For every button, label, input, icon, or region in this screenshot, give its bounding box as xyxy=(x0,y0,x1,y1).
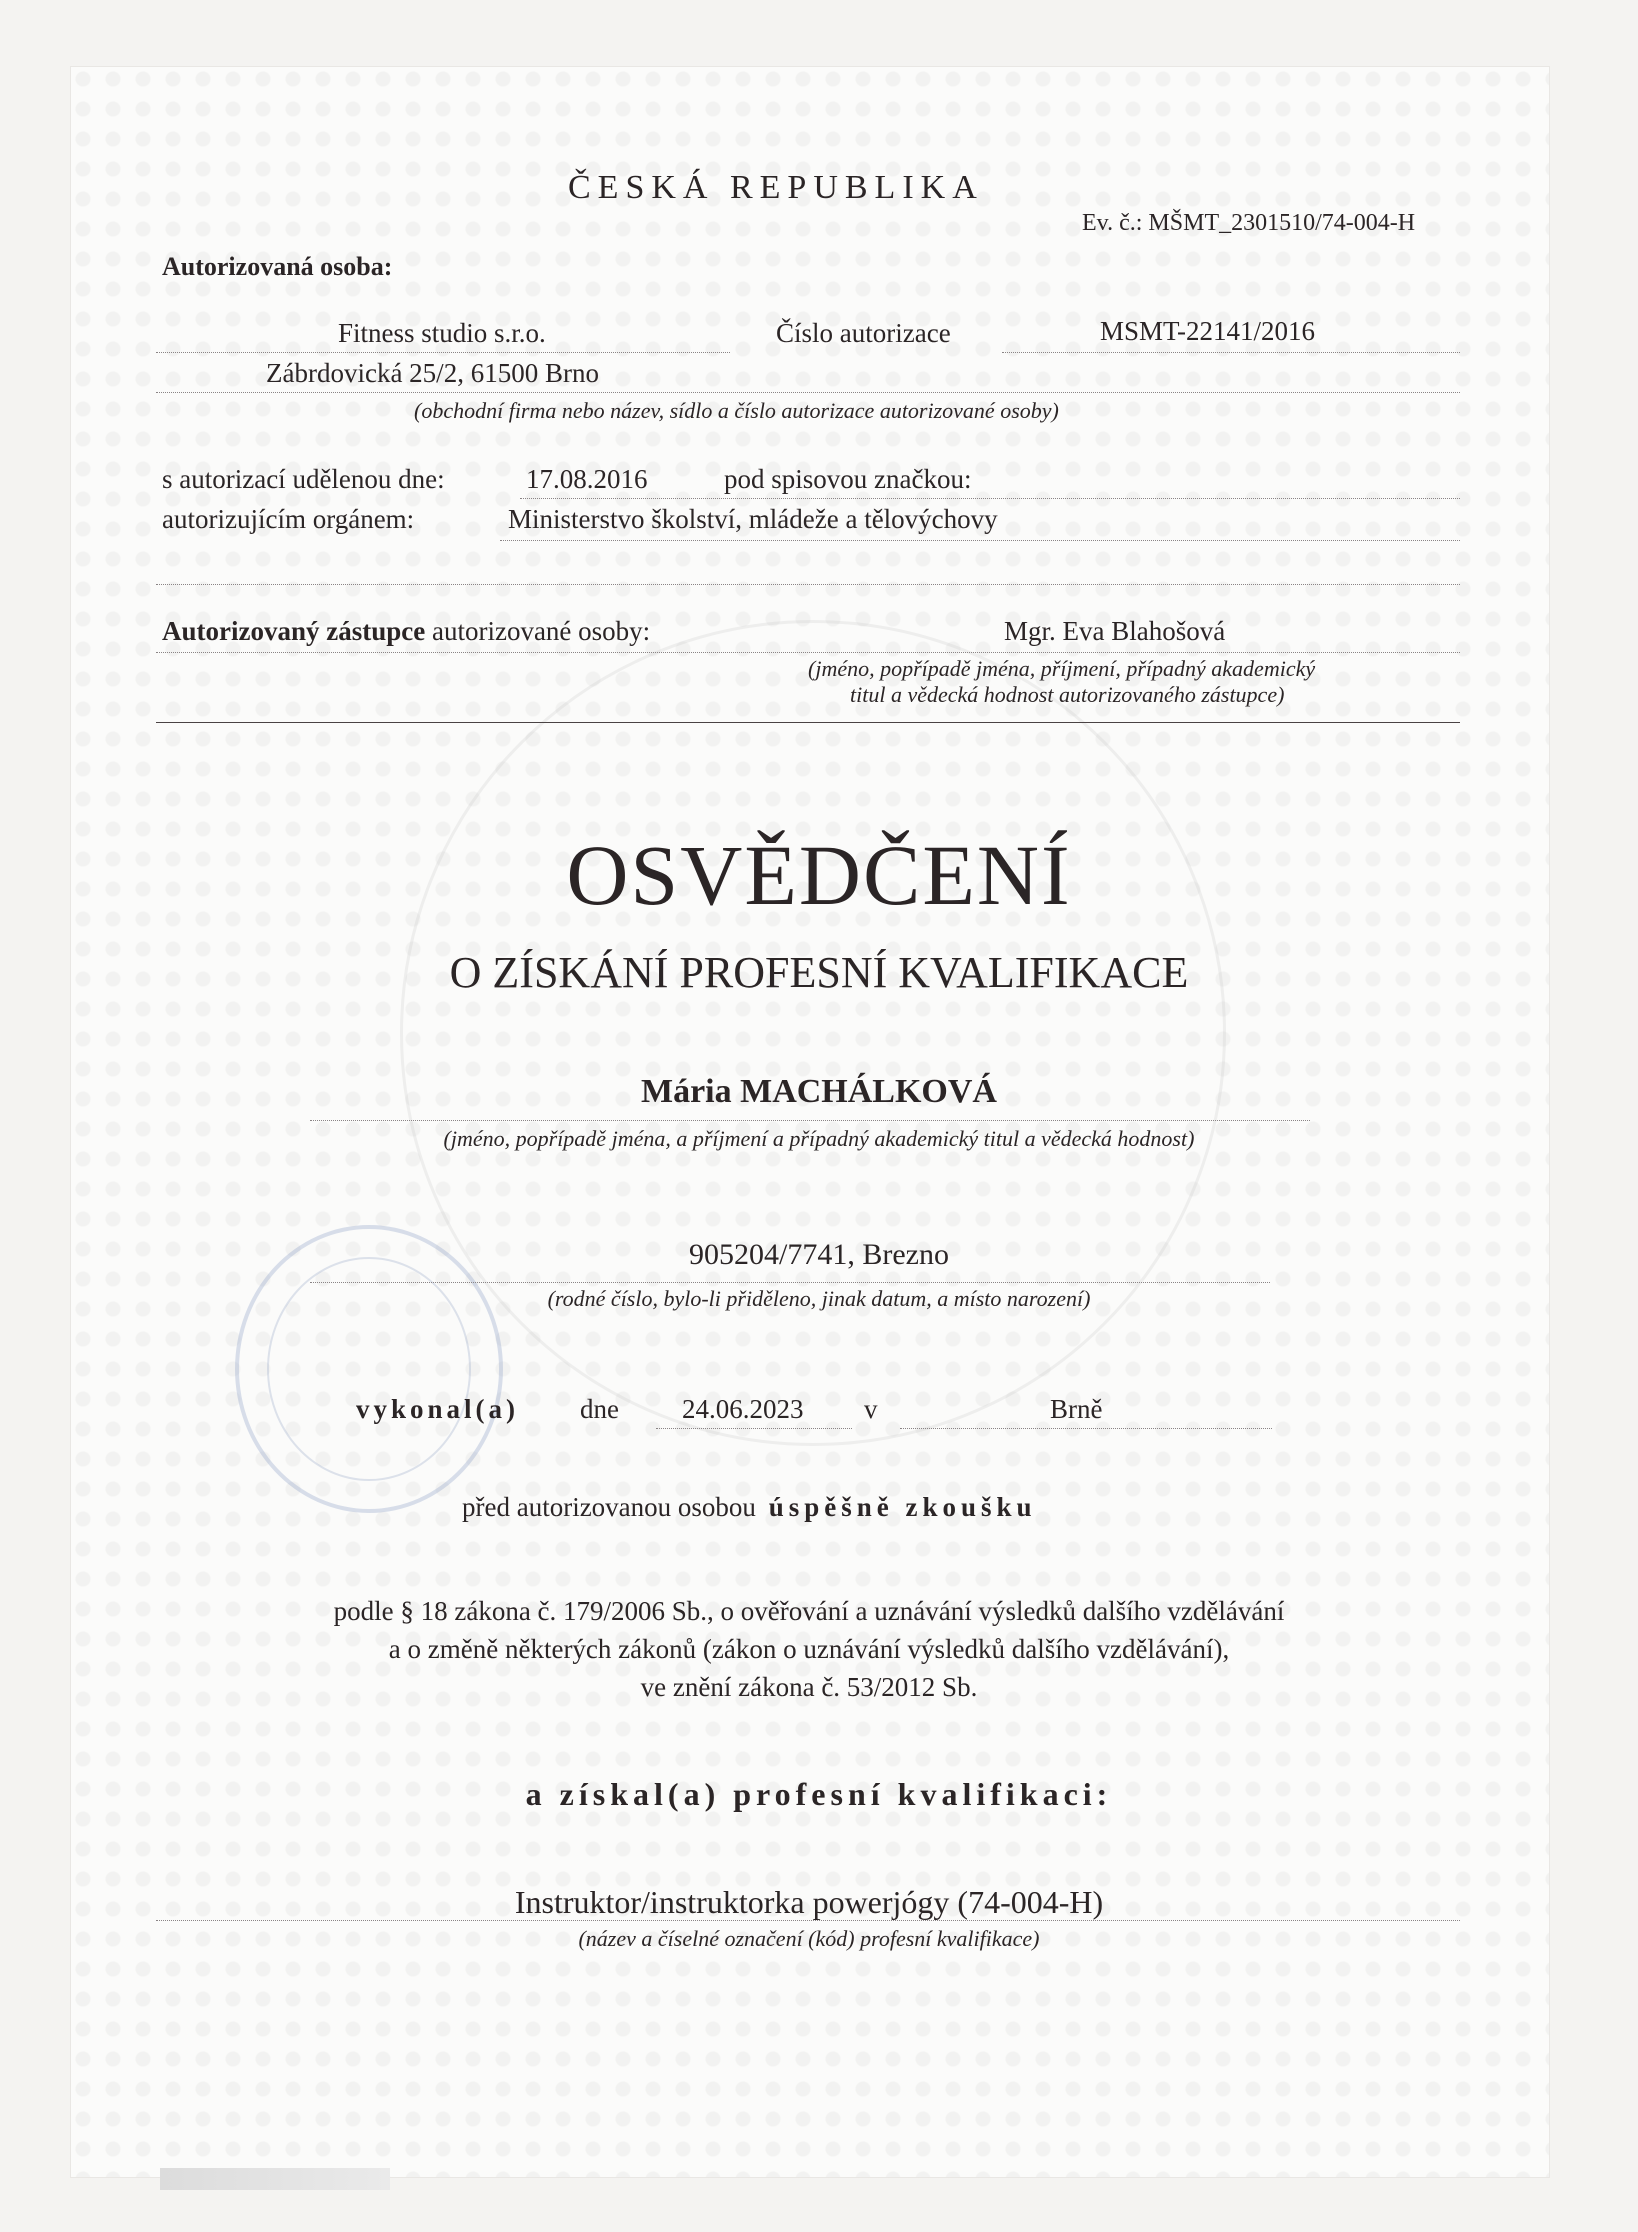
dotted-line xyxy=(520,498,1460,499)
authorized-person-caption: (obchodní firma nebo název, sídlo a číslo autorizace autorizované osoby) xyxy=(414,398,1059,423)
watermark-emblem xyxy=(400,620,1226,1446)
dotted-line xyxy=(156,584,1460,585)
holder-birth: 905204/7741, Brezno xyxy=(689,1238,949,1271)
representative-label: Autorizovaný zástupce xyxy=(162,616,426,646)
dotted-line xyxy=(310,1120,1310,1121)
performed-label: vykonal(a) xyxy=(356,1394,520,1424)
dotted-line xyxy=(310,1282,1270,1283)
dotted-line xyxy=(156,652,1460,653)
country-heading: ČESKÁ REPUBLIKA xyxy=(568,169,984,206)
qualification-heading: a získal(a) profesní kvalifikaci: xyxy=(525,1776,1113,1812)
granted-date-label: s autorizací udělenou dne: xyxy=(162,464,445,494)
holder-birth-caption: (rodné číslo, bylo-li přiděleno, jinak datum, a místo narození) xyxy=(547,1286,1091,1311)
exam-before-text xyxy=(462,1492,1037,1523)
authorized-person-address: Zábrdovická 25/2, 61500 Brno xyxy=(266,358,599,388)
granted-date: 17.08.2016 xyxy=(526,464,648,494)
exam-place-label: v xyxy=(864,1394,878,1424)
dotted-line xyxy=(500,540,1460,541)
dotted-line xyxy=(156,392,1460,393)
authorization-number-label: Číslo autorizace xyxy=(776,318,951,348)
authorized-person-label: Autorizovaná osoba: xyxy=(162,252,393,281)
certificate-title: OSVĚDČENÍ xyxy=(566,827,1072,923)
representative-name: Mgr. Eva Blahošová xyxy=(1004,616,1226,646)
dotted-line xyxy=(156,1920,1460,1921)
file-number-label: pod spisovou značkou: xyxy=(724,464,972,494)
separator-line xyxy=(156,722,1460,723)
exam-before-label: před autorizovanou osobou xyxy=(462,1492,756,1522)
holder-name: Mária MACHÁLKOVÁ xyxy=(640,1073,997,1110)
dotted-line xyxy=(1002,352,1460,353)
exam-place: Brně xyxy=(1050,1394,1103,1424)
exam-result: úspěšně zkoušku xyxy=(768,1492,1037,1522)
law-line-2: a o změně některých zákonů (zákon o uznávání výsledků dalšího vzdělávání), xyxy=(388,1634,1230,1664)
representative-caption-line2: titul a vědecká hodnost autorizovaného zástupce) xyxy=(850,682,1285,707)
qualification-caption: (název a číselné označení (kód) profesní kvalifikace) xyxy=(578,1926,1040,1951)
authority-label: autorizujícím orgánem: xyxy=(162,504,415,534)
qualification-name: Instruktor/instruktorka powerjógy (74-004-H) xyxy=(514,1884,1104,1920)
ev-number: Ev. č.: MŠMT_2301510/74-004-H xyxy=(1082,210,1416,236)
dotted-line xyxy=(656,1428,852,1429)
holder-name-caption: (jméno, popřípadě jména, a příjmení a případný akademický titul a vědecká hodnost) xyxy=(443,1126,1195,1151)
law-line-1: podle § 18 zákona č. 179/2006 Sb., o ověřování a uznávání výsledků dalšího vzdělávání xyxy=(333,1596,1285,1626)
dotted-line xyxy=(156,352,730,353)
dotted-line xyxy=(900,1428,1272,1429)
authorized-person-name: Fitness studio s.r.o. xyxy=(338,318,546,348)
law-line-3: ve znění zákona č. 53/2012 Sb. xyxy=(640,1672,978,1702)
authorization-number: MSMT-22141/2016 xyxy=(1100,316,1316,346)
representative-label-rest: autorizované osoby: xyxy=(431,616,651,646)
authority-name: Ministerstvo školství, mládeže a tělovýchovy xyxy=(508,504,998,534)
certificate-subtitle: O ZÍSKÁNÍ PROFESNÍ KVALIFIKACE xyxy=(449,948,1189,997)
exam-date: 24.06.2023 xyxy=(682,1394,804,1424)
exam-date-label: dne xyxy=(580,1394,619,1424)
form-code-strip xyxy=(160,2168,390,2190)
representative-line xyxy=(162,616,650,647)
representative-caption-line1: (jméno, popřípadě jména, příjmení, případný akademický xyxy=(808,656,1316,681)
